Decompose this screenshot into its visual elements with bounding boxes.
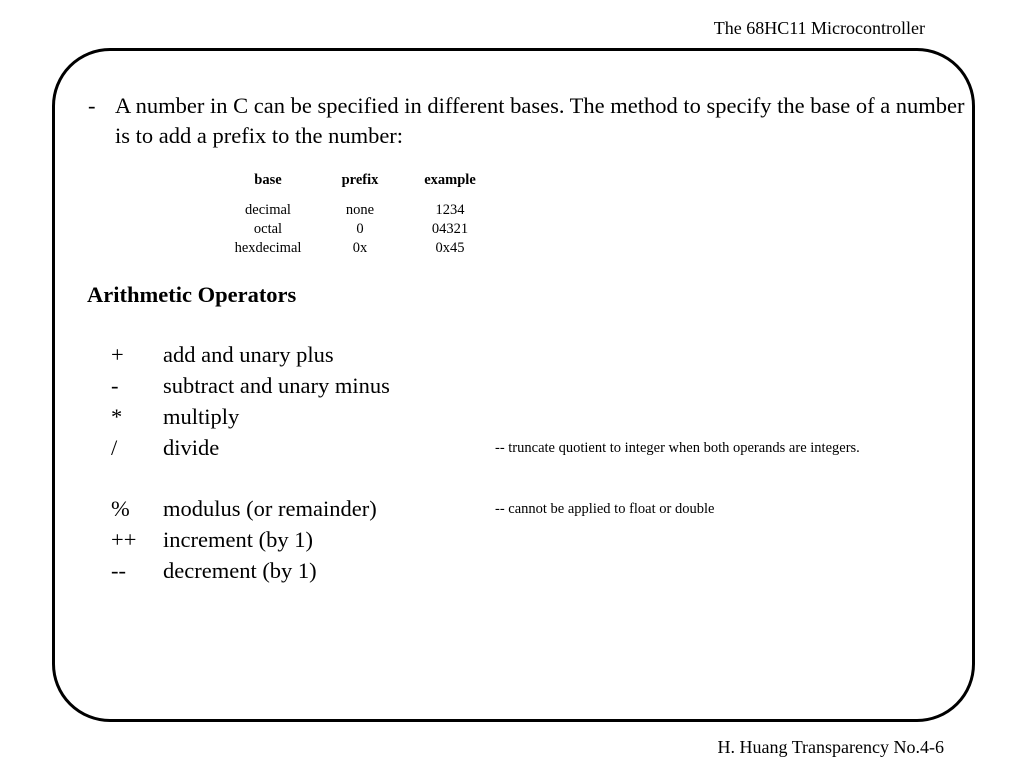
operator-symbol: / bbox=[111, 435, 118, 460]
operator-symbol: % bbox=[111, 496, 130, 521]
operator-description: increment (by 1) bbox=[163, 527, 313, 552]
table-cell-prefix: 0x bbox=[352, 240, 368, 256]
operator-row bbox=[0, 371, 1024, 401]
operator-symbol: + bbox=[111, 342, 124, 367]
operator-symbol: -- bbox=[111, 558, 126, 583]
operator-row bbox=[0, 340, 1024, 370]
operator-note: -- truncate quotient to integer when both operands are integers. bbox=[495, 440, 860, 456]
slide-header-title: The 68HC11 Microcontroller bbox=[713, 18, 925, 38]
table-cell-base: decimal bbox=[245, 202, 291, 218]
operator-description: add and unary plus bbox=[163, 342, 334, 367]
table-cell-prefix: none bbox=[345, 202, 375, 218]
table-header-base: base bbox=[254, 172, 282, 188]
operator-description: multiply bbox=[163, 404, 240, 429]
operator-symbol: - bbox=[111, 373, 119, 398]
section-title: Arithmetic Operators bbox=[87, 282, 297, 307]
operator-symbol: * bbox=[111, 404, 123, 429]
operator-row bbox=[0, 525, 1024, 555]
operator-row bbox=[0, 494, 1024, 524]
table-cell-example: 1234 bbox=[435, 202, 465, 218]
operator-description: modulus (or remainder) bbox=[163, 496, 377, 521]
operator-row bbox=[0, 556, 1024, 586]
operator-row bbox=[0, 402, 1024, 432]
table-cell-base: octal bbox=[253, 221, 283, 237]
operator-description: subtract and unary minus bbox=[163, 373, 390, 398]
intro-bullet: - bbox=[88, 93, 96, 118]
table-header-example: example bbox=[424, 172, 476, 188]
intro-text: A number in C can be specified in different bases. The method to specify the base of a number is to add a prefix to the number: bbox=[115, 93, 965, 148]
table-cell-prefix: 0 bbox=[356, 221, 364, 237]
operator-note: -- cannot be applied to float or double bbox=[495, 501, 715, 517]
slide-footer-title: H. Huang Transparency No.4-6 bbox=[717, 737, 944, 757]
table-cell-example: 04321 bbox=[431, 221, 469, 237]
operator-row bbox=[0, 433, 1024, 463]
operator-symbol: ++ bbox=[111, 527, 137, 552]
table-header-prefix: prefix bbox=[341, 172, 379, 188]
table-cell-base: hexdecimal bbox=[234, 240, 302, 256]
table-cell-example: 0x45 bbox=[435, 240, 465, 256]
operator-description: divide bbox=[163, 435, 220, 460]
operator-description: decrement (by 1) bbox=[163, 558, 317, 583]
